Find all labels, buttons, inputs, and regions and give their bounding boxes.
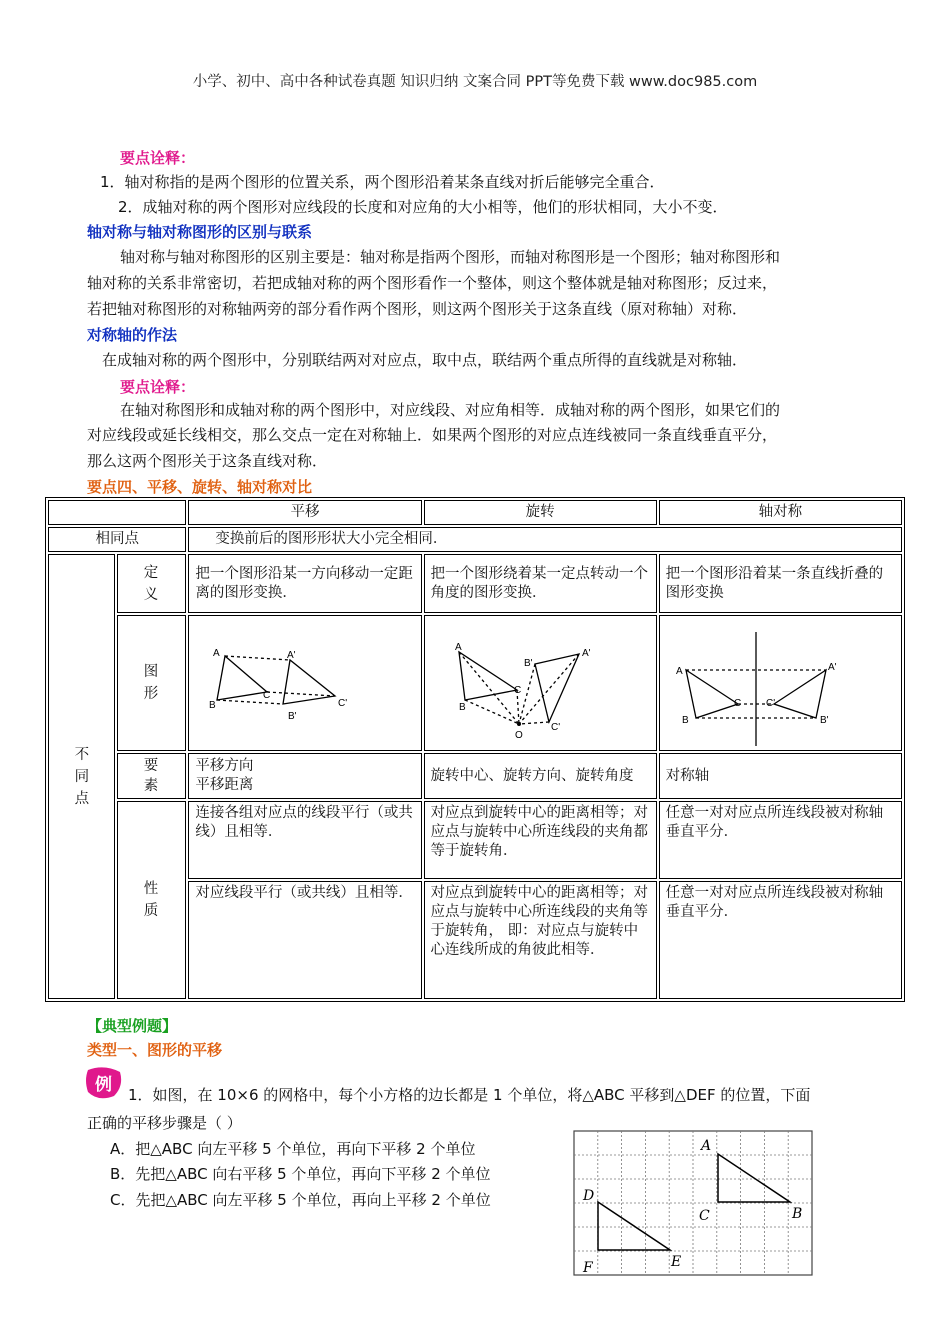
header-reflection: 轴对称: [659, 500, 902, 525]
prop-label: 性质: [117, 801, 186, 999]
reflection-figure: [666, 618, 891, 748]
svg-text:E: E: [671, 1254, 682, 1270]
same-text: 变换前后的图形形状大小完全相同．: [188, 527, 902, 552]
notes-title-2: 要点诠释：: [120, 378, 196, 396]
prop1-reflection: 任意一对对应点所连线段被对称轴垂直平分．: [659, 801, 902, 879]
prop2-reflection: 任意一对对应点所连线段被对称轴垂直平分．: [659, 881, 902, 999]
diff-label: 不同点: [48, 554, 115, 999]
comparison-table: [45, 497, 905, 1002]
def-label: 定义: [117, 554, 186, 613]
notes-line-1: 1．轴对称指的是两个图形的位置关系，两个图形沿着某条直线对折后能够完全重合．: [100, 173, 665, 191]
rotation-figure: [431, 618, 646, 748]
svg-text:C: C: [513, 685, 521, 696]
diff-line-1: 轴对称与轴对称图形的区别主要是：轴对称是指两个图形，而轴对称图形是一个图形；轴对称图形和: [120, 248, 781, 266]
svg-text:C: C: [263, 690, 271, 701]
option-a: A．把△ABC 向左平移 5 个单位，再向下平移 2 个单位: [110, 1140, 476, 1158]
prop2-rotation: 对应点到旋转中心的距离相等；对应点与旋转中心所连线段的夹角等于旋转角， 即：对应点与旋转中心连线所成的角彼此相等．: [424, 881, 657, 999]
def-rotation: 把一个图形绕着某一定点转动一个角度的图形变换．: [424, 554, 657, 613]
svg-text:例: 例: [95, 1075, 112, 1095]
svg-text:B: B: [458, 702, 466, 713]
page-header: 小学、初中、高中各种试卷真题 知识归纳 文案合同 PPT等免费下载 www.doc985.com: [192, 74, 758, 90]
svg-text:A': A': [827, 662, 837, 673]
svg-text:A': A': [581, 648, 591, 659]
elem-translation: 平移方向 平移距离: [188, 753, 421, 799]
def-reflection: 把一个图形沿着某一条直线折叠的图形变换: [659, 554, 902, 613]
diff-line-2: 轴对称的关系非常密切，若把成轴对称的两个图形看作一个整体，则这个整体就是轴对称图形；反过来，: [87, 274, 778, 292]
header-rotation: 旋转: [424, 500, 657, 525]
svg-text:C': C': [338, 698, 348, 709]
svg-text:C: C: [733, 698, 741, 709]
elem-label: 要素: [117, 753, 186, 799]
svg-text:O: O: [514, 730, 523, 741]
notes2-line-2: 对应线段或延长线相交，那么交点一定在对称轴上．如果两个图形的对应点连线被同一条直线垂直平分，: [87, 426, 778, 444]
elem-rotation: 旋转中心、旋转方向、旋转角度: [424, 753, 657, 799]
svg-text:F: F: [583, 1260, 593, 1276]
header-translation: 平移: [188, 500, 421, 525]
svg-text:A: A: [701, 1138, 712, 1154]
section4-title: 要点四、平移、旋转、轴对称对比: [87, 478, 313, 496]
elem-reflection: 对称轴: [659, 753, 902, 799]
svg-text:B: B: [209, 700, 217, 711]
fig-translation: [188, 615, 421, 751]
svg-text:B': B': [523, 658, 533, 669]
svg-text:B': B': [288, 711, 297, 722]
svg-text:B: B: [681, 715, 689, 726]
fig-reflection: [659, 615, 902, 751]
svg-text:B': B': [819, 715, 829, 726]
fig-rotation: [424, 615, 657, 751]
prop1-translation: 连接各组对应点的线段平行（或共线）且相等．: [188, 801, 421, 879]
grid-figure: [573, 1130, 813, 1276]
def-translation: 把一个图形沿某一方向移动一定距离的图形变换．: [188, 554, 421, 613]
fig-label: 图形: [117, 615, 186, 751]
example-badge-icon: [84, 1066, 124, 1100]
svg-text:C: C: [699, 1208, 710, 1224]
method-line-1: 在成轴对称的两个图形中，分别联结两对对应点，取中点，联结两个重点所得的直线就是对称轴．: [102, 351, 748, 369]
same-label: 相同点: [48, 527, 186, 552]
notes-line-2: 2．成轴对称的两个图形对应线段的长度和对应角的大小相等，他们的形状相同，大小不变．: [118, 198, 728, 216]
translation-figure: [195, 618, 410, 748]
question-line-2: 正确的平移步骤是（ ）: [87, 1114, 242, 1132]
diff-line-3: 若把轴对称图形的对称轴两旁的部分看作两个图形，则这两个图形关于这条直线（原对称轴）对称．: [87, 300, 748, 318]
question-line-1: 1．如图，在 10×6 的网格中，每个小方格的边长都是 1 个单位，将△ABC 平移到△DEF 的位置，下面: [128, 1086, 811, 1104]
svg-text:A: A: [213, 648, 221, 659]
diff-title: 轴对称与轴对称图形的区别与联系: [87, 223, 313, 241]
option-b: B．先把△ABC 向右平移 5 个单位，再向下平移 2 个单位: [110, 1165, 491, 1183]
svg-text:C': C': [765, 698, 775, 709]
svg-text:A': A': [287, 650, 296, 661]
svg-text:A: A: [454, 642, 462, 653]
type1-title: 类型一、图形的平移: [87, 1041, 223, 1059]
notes-title-1: 要点诠释：: [120, 149, 196, 167]
option-c: C．先把△ABC 向左平移 5 个单位，再向上平移 2 个单位: [110, 1191, 491, 1209]
svg-text:C': C': [550, 722, 560, 733]
svg-text:D: D: [583, 1188, 595, 1204]
svg-text:A: A: [675, 666, 683, 677]
method-title: 对称轴的作法: [87, 326, 178, 344]
examples-title: 【典型例题】: [87, 1017, 178, 1035]
prop1-rotation: 对应点到旋转中心的距离相等；对应点与旋转中心所连线段的夹角都等于旋转角．: [424, 801, 657, 879]
header-empty: [48, 500, 186, 525]
notes2-line-1: 在轴对称图形和成轴对称的两个图形中，对应线段、对应角相等．成轴对称的两个图形，如果它们的: [120, 401, 781, 419]
prop2-translation: 对应线段平行（或共线）且相等．: [188, 881, 421, 999]
notes2-line-3: 那么这两个图形关于这条直线对称．: [87, 452, 328, 470]
svg-text:B: B: [792, 1206, 803, 1222]
